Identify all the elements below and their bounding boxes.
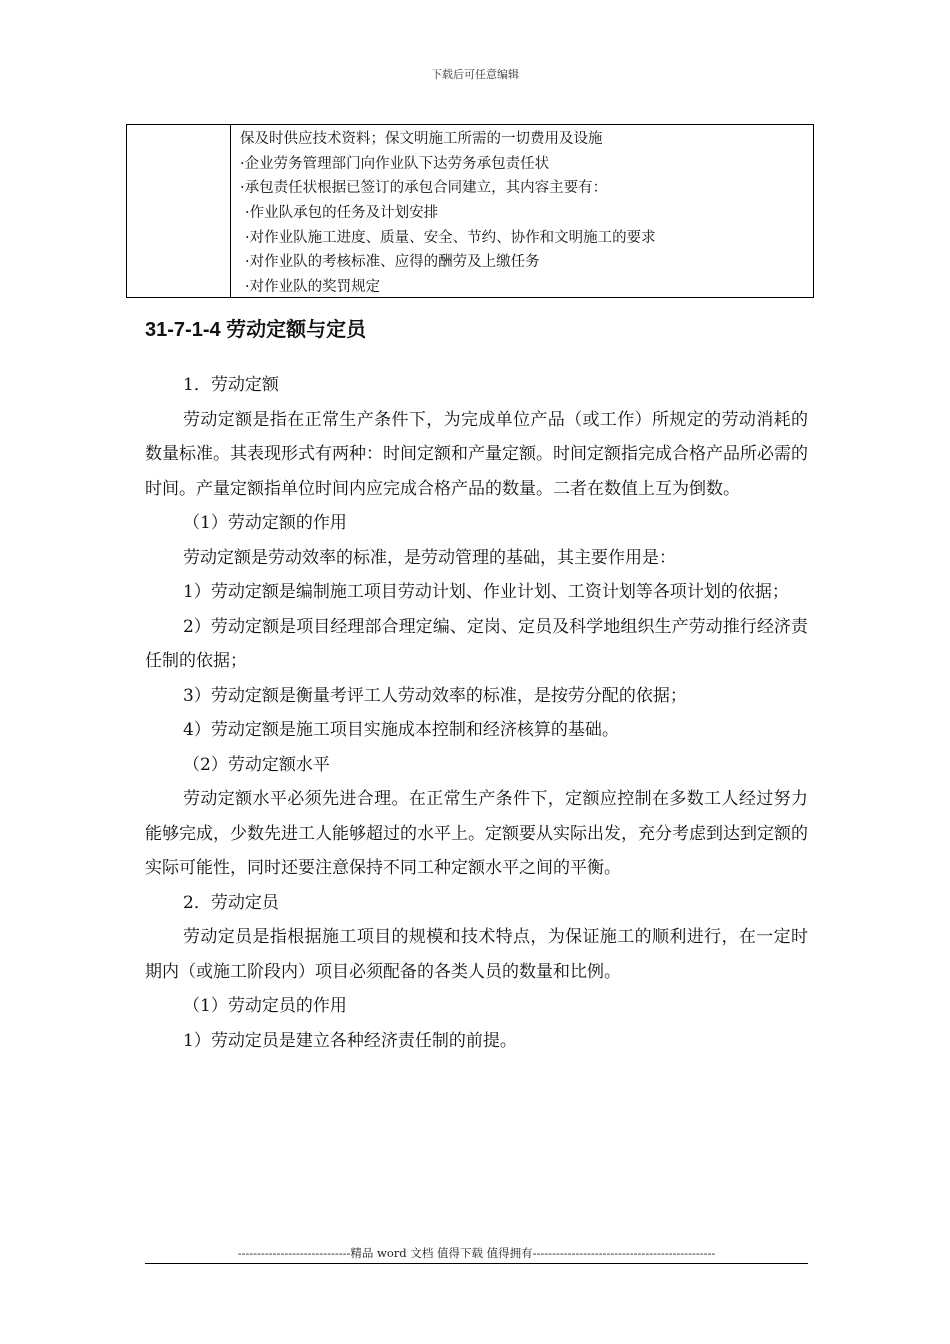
- table-line: ·对作业队的考核标准、应得的酬劳及上缴任务: [245, 254, 540, 271]
- subheading: 2．劳动定员: [183, 892, 279, 913]
- list-item: 1）劳动定额是编制施工项目劳动计划、作业计划、工资计划等各项计划的依据；: [183, 582, 789, 602]
- table-line: ·作业队承包的任务及计划安排: [245, 205, 439, 222]
- table-line: ·对作业队的奖罚规定: [245, 279, 381, 296]
- table-left-cell: [127, 125, 231, 297]
- section-title: 31-7-1-4 劳动定额与定员: [145, 319, 367, 341]
- paragraph: 劳动定额是指在正常生产条件下，为完成单位产品（或工作）所规定的劳动消耗的数量标准。其表现形式有两种：时间定额和产量定额。时间定额指完成合格产品所必需的时间。产量定额指单位时间内应完成合格产品的数量。二者在数值上互为倒数。: [145, 409, 808, 499]
- paragraph: 劳动定额是劳动效率的标准，是劳动管理的基础，其主要作用是：: [183, 547, 676, 568]
- list-item: 1）劳动定员是建立各种经济责任制的前提。: [183, 1030, 517, 1051]
- paragraph: 劳动定额水平必须先进合理。在正常生产条件下，定额应控制在多数工人经过努力能够完成，少数先进工人能够超过的水平上。定额要从实际出发，充分考虑到达到定额的实际可能性，同时还要注意保持不同工种定额水平之间的平衡。: [145, 789, 808, 878]
- table-line: ·对作业队施工进度、质量、安全、节约、协作和文明施工的要求: [245, 229, 656, 246]
- responsibility-table: [126, 124, 814, 298]
- table-line: 保及时供应技术资料；保文明施工所需的一切费用及设施: [240, 131, 603, 147]
- table-line: ·企业劳务管理部门向作业队下达劳务承包责任状: [240, 155, 550, 172]
- list-item: 3）劳动定额是衡量考评工人劳动效率的标准，是按劳分配的依据；: [183, 685, 687, 706]
- body-text: [145, 368, 808, 1058]
- table-line: ·承包责任状根据已签订的承包合同建立，其内容主要有：: [240, 180, 608, 197]
- subheading: （1）劳动定额的作用: [183, 513, 347, 533]
- page-header-note: 下载后可任意编辑: [431, 68, 519, 81]
- paragraph: 劳动定员是指根据施工项目的规模和技术特点，为保证施工的顺利进行，在一定时期内（或施工阶段内）项目必须配备的各类人员的数量和比例。: [145, 927, 808, 982]
- subheading: 1．劳动定额: [183, 375, 279, 395]
- subheading: （2）劳动定额水平: [183, 754, 330, 775]
- list-item: 4）劳动定额是施工项目实施成本控制和经济核算的基础。: [183, 720, 619, 740]
- footer-divider: [145, 1263, 808, 1264]
- page-footer: -----------------------------精品 word 文档 值得下载 值得拥有-----------------------------------------------: [237, 1246, 716, 1260]
- list-item: 2）劳动定额是项目经理部合理定编、定岗、定员及科学地组织生产劳动推行经济责任制的依据；: [145, 616, 808, 671]
- table-right-cell: [231, 125, 813, 297]
- subheading: （1）劳动定员的作用: [183, 996, 347, 1016]
